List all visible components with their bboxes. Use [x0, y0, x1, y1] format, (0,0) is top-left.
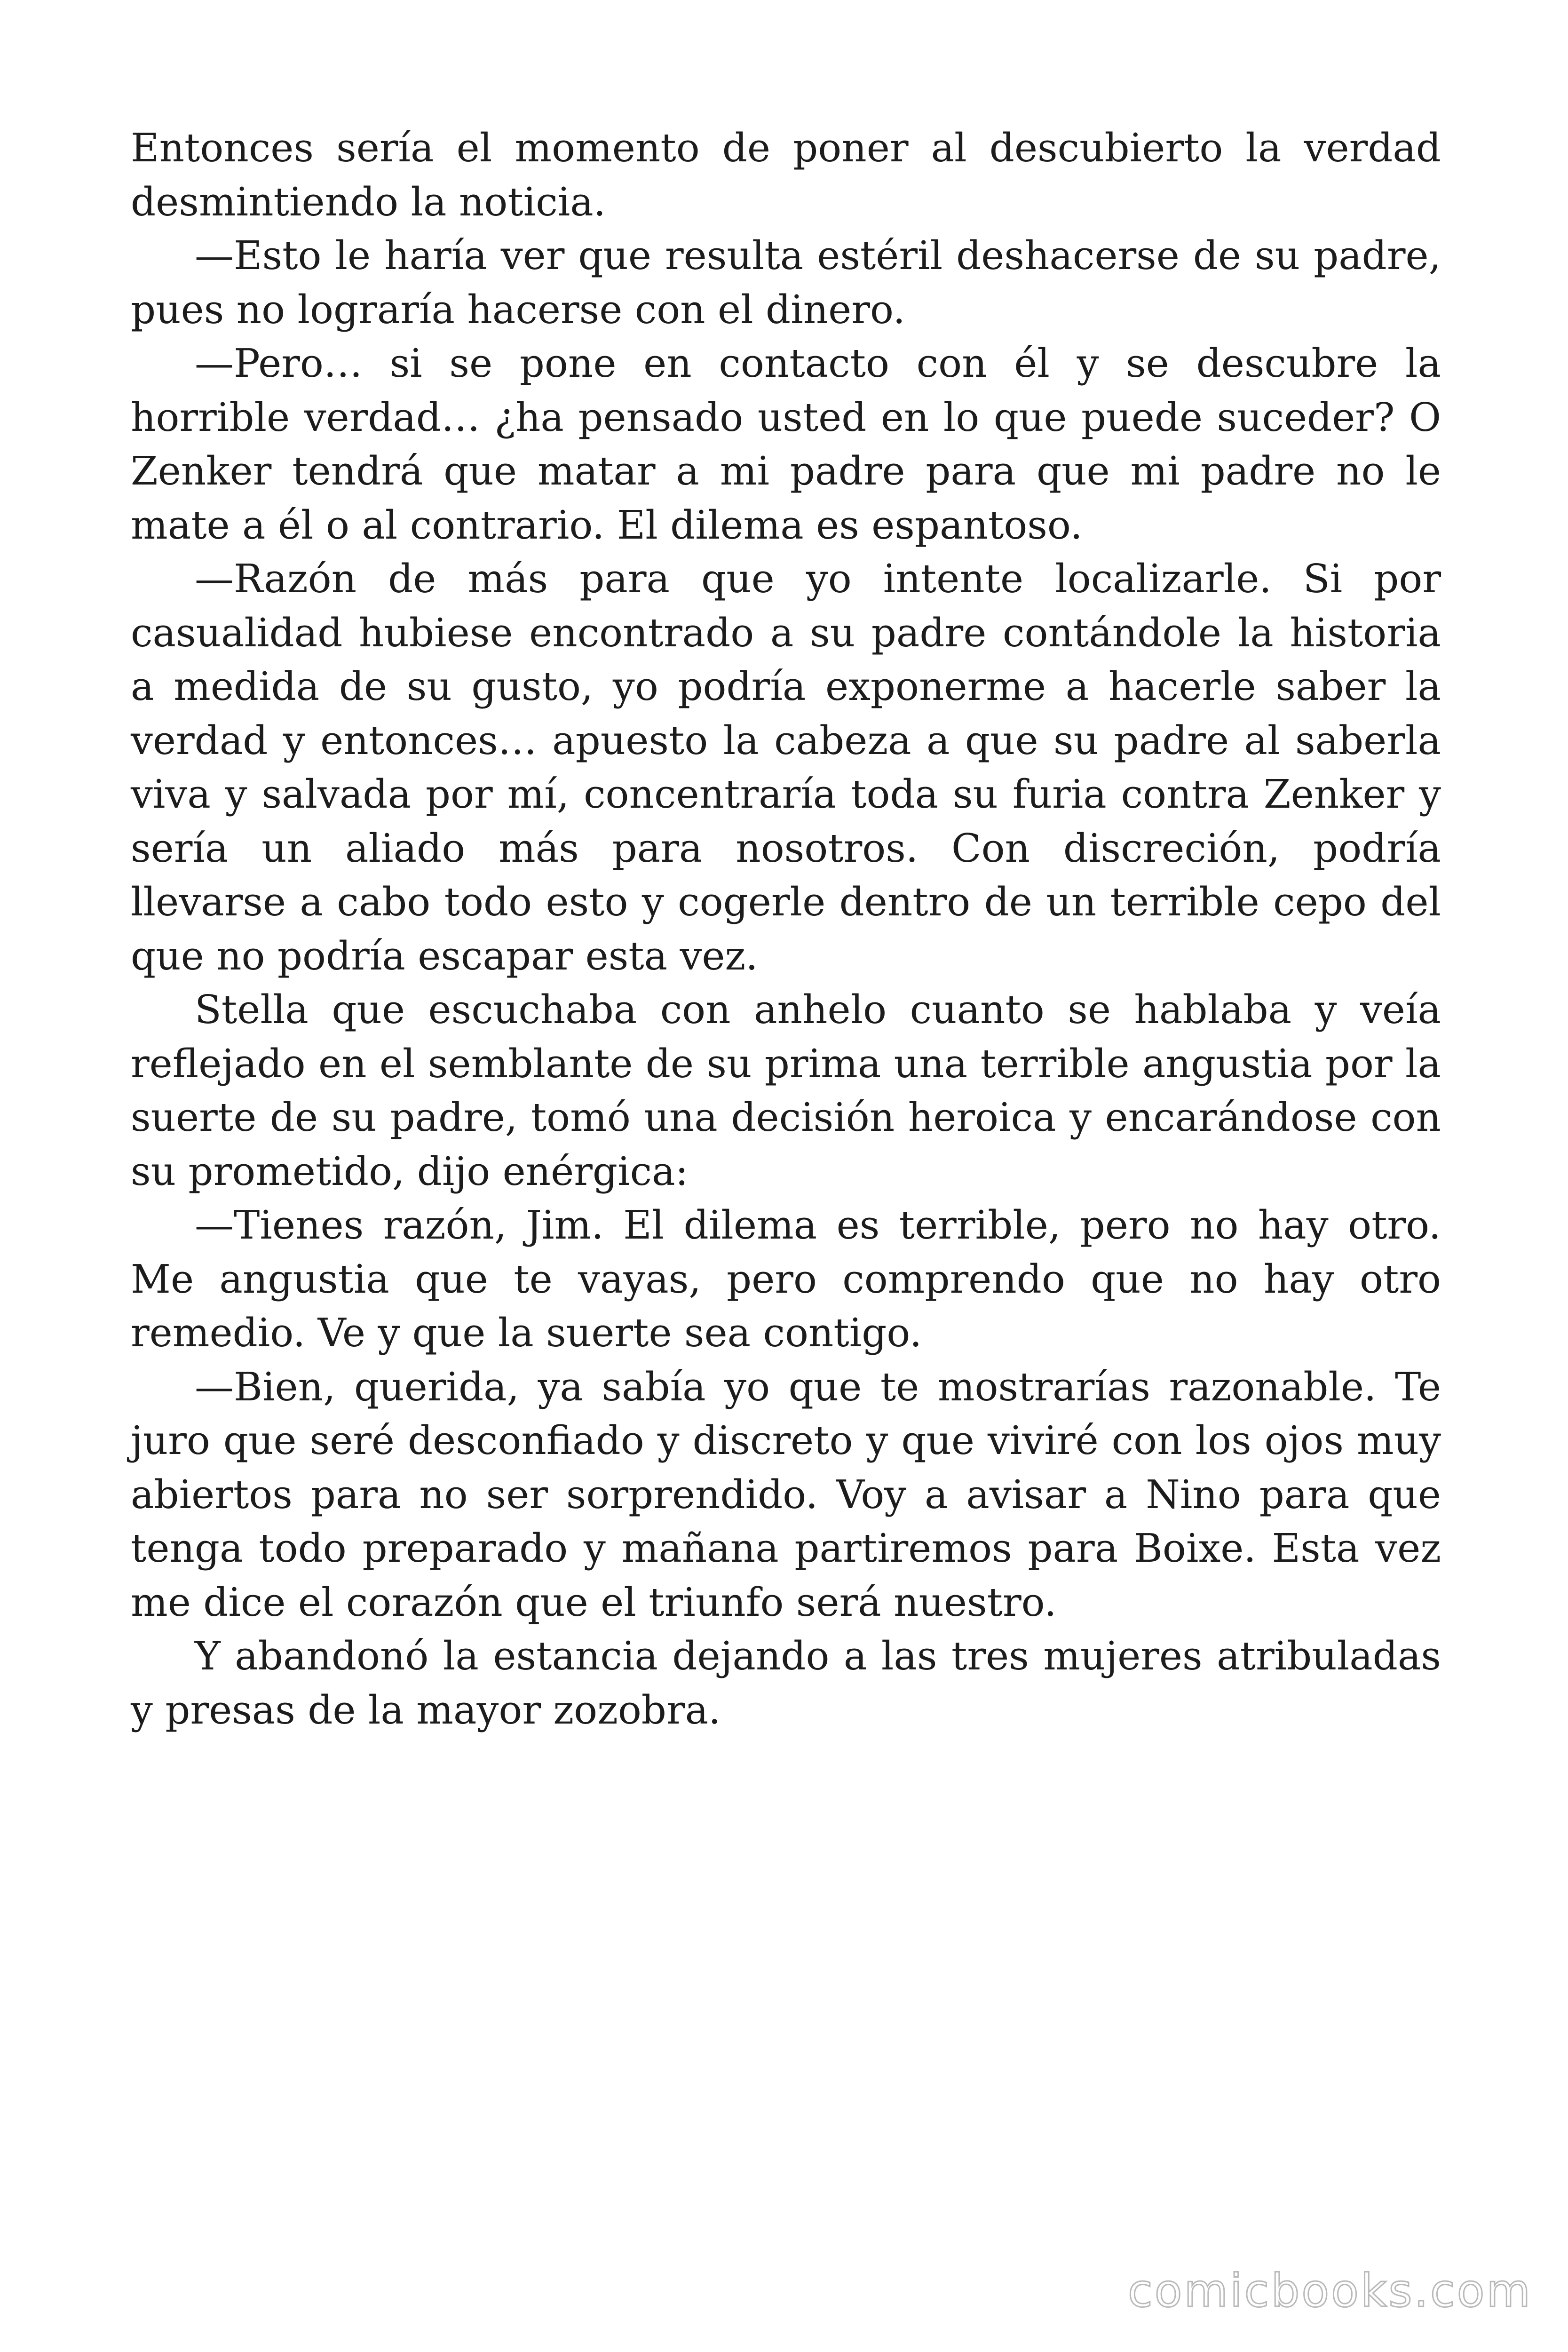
paragraph: Entonces sería el momento de poner al descubierto la verdad desmintiendo la noticia. — [131, 125, 1441, 225]
paragraph: —Razón de más para que yo intente localizarle. Si por casualidad hubiese encontrado a su padre contándole la historia a medida de su gusto, yo podría exponerme a hacerle saber la verdad y entonces… apuesto la cabeza a que su padre al saberla viva y salvada por mí, concentraría toda su furia contra Zenker y sería un aliado más para nosotros. Con discreción, podría llevarse a cabo todo esto y cogerle dentro de un terrible cepo del que no podría escapar esta vez. — [131, 556, 1441, 979]
paragraph: —Pero… si se pone en contacto con él y se descubre la horrible verdad… ¿ha pensado usted en lo que puede suceder? O Zenker tendrá que matar a mi padre para que mi padre no le mate a él o al contrario. El dilema es espantoso. — [131, 341, 1441, 548]
watermark: comicbooks.com — [1127, 2265, 1532, 2317]
paragraph: Y abandonó la estancia dejando a las tres mujeres atribuladas y presas de la mayor zozobra. — [131, 1633, 1441, 1733]
body-text — [131, 121, 1441, 1737]
paragraph: —Esto le haría ver que resulta estéril deshacerse de su padre, pues no lograría hacerse con el dinero. — [131, 233, 1441, 333]
paragraph: —Tienes razón, Jim. El dilema es terrible, pero no hay otro. Me angustia que te vayas, pero comprendo que no hay otro remedio. Ve y que la suerte sea contigo. — [131, 1202, 1441, 1356]
paragraph: —Bien, querida, ya sabía yo que te mostrarías razonable. Te juro que seré desconfiado y discreto y que viviré con los ojos muy abiertos para no ser sorprendido. Voy a avisar a Nino para que tenga todo preparado y mañana partiremos para Boixe. Esta vez me dice el corazón que el triunfo será nuestro. — [131, 1364, 1441, 1625]
paragraph: Stella que escuchaba con anhelo cuanto se hablaba y veía reflejado en el semblante de su prima una terrible angustia por la suerte de su padre, tomó una decisión heroica y encarándose con su prometido, dijo enérgica: — [131, 987, 1441, 1194]
